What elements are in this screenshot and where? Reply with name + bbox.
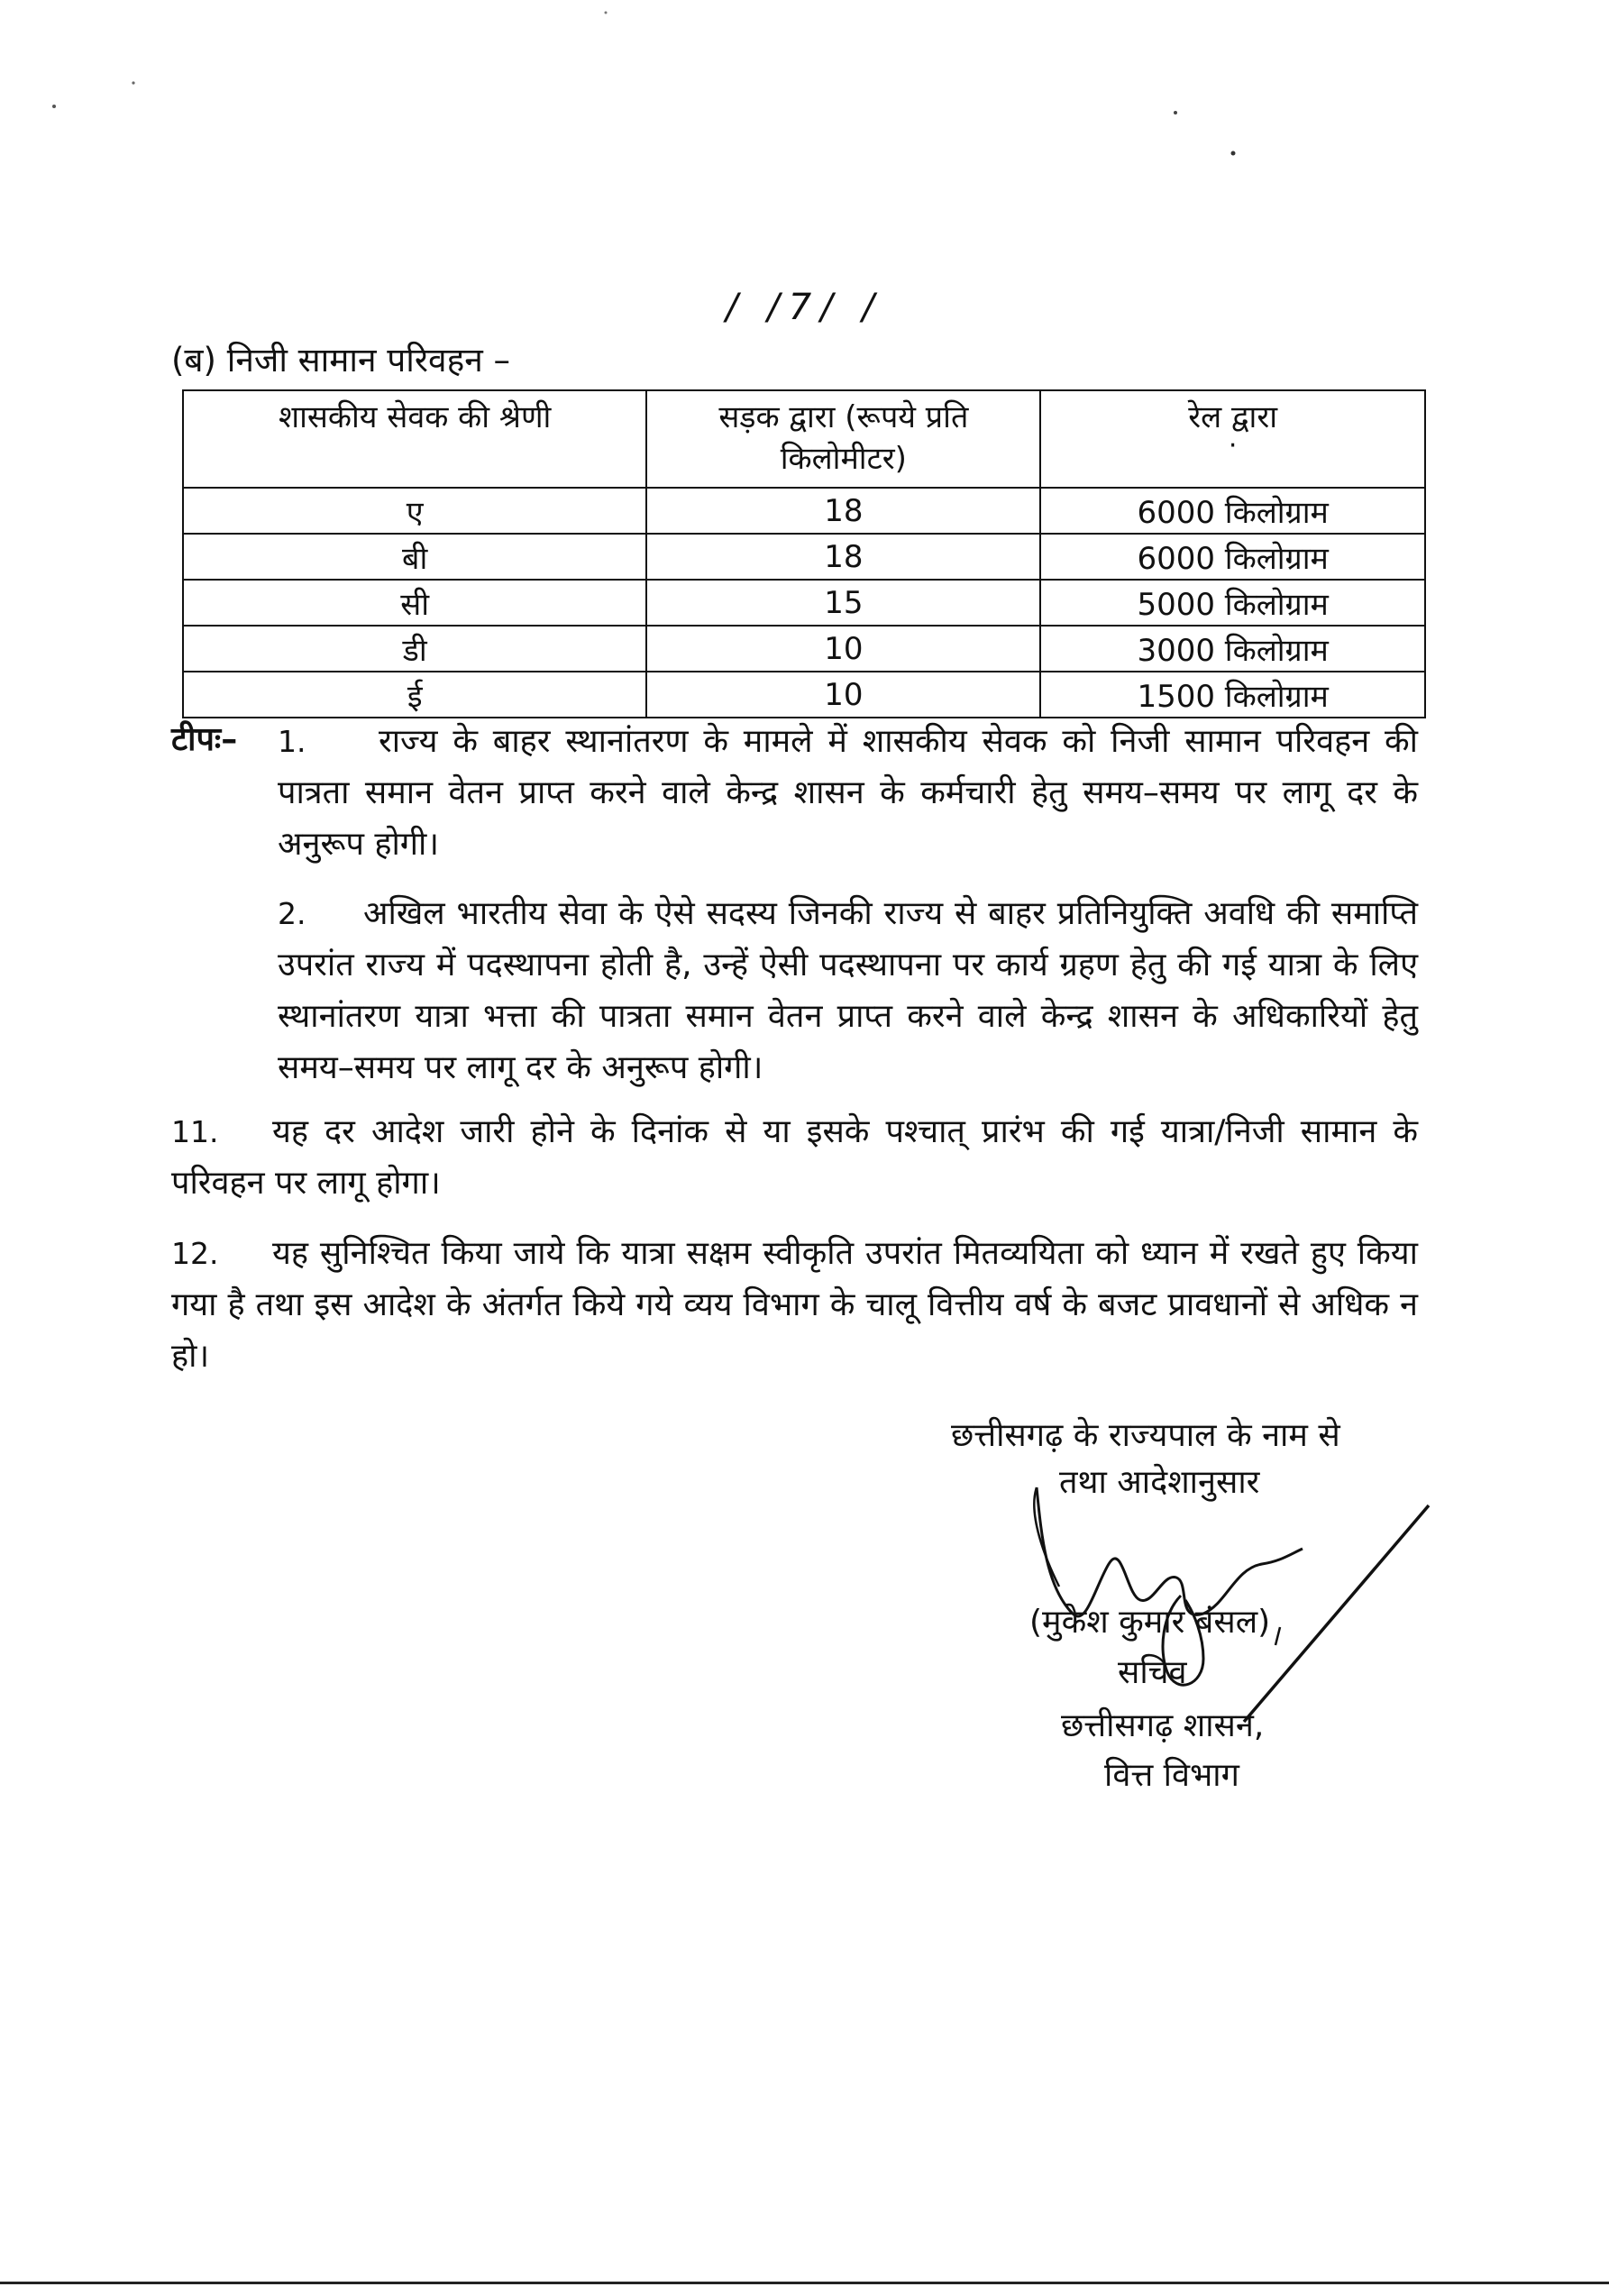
table-cell-category: सी bbox=[183, 580, 646, 626]
table-cell-road: 15 bbox=[646, 580, 1040, 626]
table-cell-rail: 6000 किलोग्राम bbox=[1040, 534, 1425, 580]
signatory-department: वित्त विभाग bbox=[1104, 1757, 1239, 1794]
table-header-rail-label: रेल द्वारा bbox=[1188, 399, 1278, 435]
paragraph-11 bbox=[171, 1106, 1418, 1209]
note-2-text: अखिल भारतीय सेवा के ऐसे सदस्य जिनकी राज्य से बाहर प्रतिनियुक्ति अवधि की समाप्ति उपरांत राज्य में पदस्थापना होती है, उन्हें ऐसी पदस्थापना पर कार्य ग्रहण हेतु की गई यात्रा के लिए स्थानांतरण यात्रा भत्ता की पात्रता समान वेतन प्राप्त करने वाले केन्द्र शासन के अधिकारियों हेतु समय–समय पर लागू दर के अनुरूप होगी। bbox=[278, 895, 1418, 1086]
section-title: (ब) निजी सामान परिवहन – bbox=[171, 341, 511, 380]
paragraph-12-text: यह सुनिश्चित किया जाये कि यात्रा सक्षम स्वीकृति उपरांत मितव्ययिता को ध्यान में रखते हुए किया गया है तथा इस आदेश के अंतर्गत किये गये व्यय विभाग के चालू वित्तीय वर्ष के बजट प्रावधानों से अधिक न हो। bbox=[171, 1235, 1418, 1375]
table-row bbox=[183, 580, 1425, 626]
paragraph-12-number: 12. bbox=[171, 1236, 219, 1271]
table-cell-rail: 1500 किलोग्राम bbox=[1040, 672, 1425, 718]
scan-bottom-edge bbox=[0, 2282, 1609, 2284]
signatory-designation: सचिव bbox=[1118, 1654, 1187, 1691]
transport-table bbox=[182, 389, 1426, 718]
table-header-rail bbox=[1040, 390, 1425, 488]
note-label: टीपः– bbox=[171, 721, 238, 758]
table-cell-rail: 6000 किलोग्राम bbox=[1040, 488, 1425, 534]
table-row bbox=[183, 626, 1425, 672]
table-cell-road: 18 bbox=[646, 488, 1040, 534]
table-row bbox=[183, 534, 1425, 580]
table-cell-road: 18 bbox=[646, 534, 1040, 580]
table-header-road bbox=[646, 390, 1040, 488]
signatory-name: (मुकेश कुमार बंसल) bbox=[1029, 1604, 1271, 1641]
signatory-office: छत्तीसगढ़ शासन, bbox=[1061, 1707, 1265, 1744]
note-2-number: 2. bbox=[278, 896, 306, 931]
table-cell-category: डी bbox=[183, 626, 646, 672]
note-1-text: राज्य के बाहर स्थानांतरण के मामले में शासकीय सेवक को निजी सामान परिवहन की पात्रता समान वेतन प्राप्त करने वाले केन्द्र शासन के कर्मचारी हेतु समय–समय पर लागू दर के अनुरूप होगी। bbox=[278, 723, 1418, 863]
table-header-category: शासकीय सेवक की श्रेणी bbox=[183, 390, 646, 488]
table-cell-category: ए bbox=[183, 488, 646, 534]
paragraph-11-text: यह दर आदेश जारी होने के दिनांक से या इसके पश्चात् प्रारंभ की गई यात्रा/निजी सामान के परिवहन पर लागू होगा। bbox=[171, 1113, 1418, 1202]
note-1-number: 1. bbox=[278, 724, 306, 759]
speck-dot: · bbox=[1228, 430, 1238, 462]
table-cell-road: 10 bbox=[646, 626, 1040, 672]
table-cell-category: ई bbox=[183, 672, 646, 718]
table-cell-category: बी bbox=[183, 534, 646, 580]
paragraph-12 bbox=[171, 1228, 1418, 1382]
table-row bbox=[183, 488, 1425, 534]
table-header-row bbox=[183, 390, 1425, 488]
signature-line-order: तथा आदेशानुसार bbox=[1059, 1464, 1260, 1501]
note-1 bbox=[278, 716, 1418, 870]
paragraph-11-number: 11. bbox=[171, 1114, 219, 1149]
table-cell-road: 10 bbox=[646, 672, 1040, 718]
scan-specks bbox=[0, 0, 1609, 270]
page-number: / /7/ / bbox=[726, 287, 883, 328]
table-cell-rail: 3000 किलोग्राम bbox=[1040, 626, 1425, 672]
table-row bbox=[183, 672, 1425, 718]
signature-line-governor: छत्तीसगढ़ के राज्यपाल के नाम से bbox=[951, 1417, 1340, 1454]
note-2 bbox=[278, 888, 1418, 1093]
table-header-road-label: सड़क द्वारा (रूपये प्रति किलोमीटर) bbox=[718, 399, 969, 477]
table-cell-rail: 5000 किलोग्राम bbox=[1040, 580, 1425, 626]
